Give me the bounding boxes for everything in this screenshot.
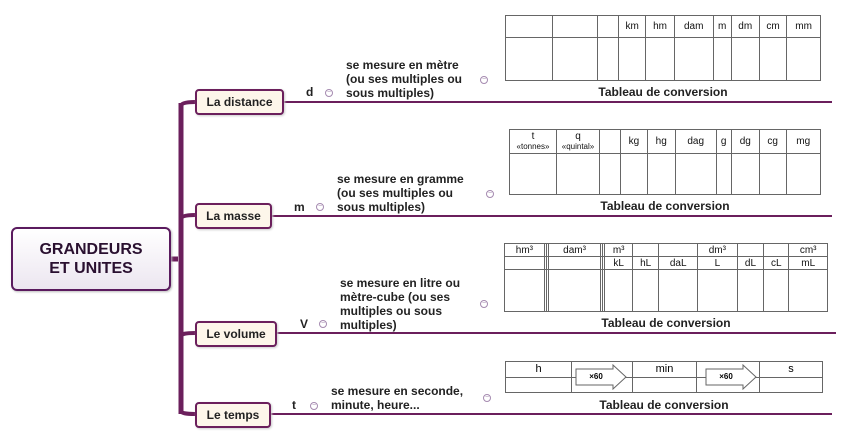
value-cell[interactable] bbox=[646, 38, 674, 81]
unit-cell: kg bbox=[621, 130, 648, 154]
value-cell[interactable] bbox=[647, 154, 675, 195]
conversion-table-masse bbox=[509, 129, 821, 195]
root-title-line2: ET UNITES bbox=[49, 260, 133, 277]
root-node[interactable] bbox=[11, 227, 171, 291]
value-cell[interactable] bbox=[697, 270, 737, 312]
value-cell[interactable] bbox=[505, 270, 545, 312]
unit-cell: cm bbox=[759, 16, 786, 38]
table-caption-masse: Tableau de conversion bbox=[600, 199, 730, 213]
description-line: sous multiples) bbox=[346, 86, 435, 100]
unit-cell: m bbox=[713, 16, 731, 38]
collapse-toggle-icon[interactable]: − bbox=[317, 203, 323, 210]
unit-cell: dag bbox=[675, 130, 716, 154]
description-line: se mesure en litre ou bbox=[340, 276, 461, 290]
description-line: sous multiples) bbox=[337, 200, 426, 214]
time-unit-label: h bbox=[535, 363, 542, 375]
unit-sub: «tonnes» bbox=[516, 141, 550, 151]
unit-cell bbox=[600, 130, 621, 154]
collapse-toggle-icon[interactable]: − bbox=[326, 89, 332, 96]
description-line: minute, heure... bbox=[331, 398, 420, 412]
unit-main: q bbox=[575, 130, 581, 142]
value-cell[interactable] bbox=[789, 270, 828, 312]
conversion-arrow-icon bbox=[575, 364, 627, 390]
collapse-toggle-icon[interactable]: − bbox=[487, 190, 493, 197]
description-line: multiples ou sous bbox=[340, 304, 443, 318]
conversion-table-volume bbox=[504, 243, 828, 312]
value-cell[interactable] bbox=[549, 270, 601, 312]
description-line: se mesure en seconde, bbox=[331, 384, 464, 398]
unit-cell bbox=[553, 16, 598, 38]
unit-cell: cm³ bbox=[789, 244, 828, 257]
value-cell[interactable] bbox=[598, 38, 619, 81]
unit-cell: mm bbox=[787, 16, 821, 38]
value-cell[interactable] bbox=[713, 38, 731, 81]
table-caption-distance: Tableau de conversion bbox=[598, 85, 728, 99]
description-line: multiples) bbox=[340, 318, 397, 332]
unit-cell bbox=[557, 130, 600, 154]
symbol-temps: t bbox=[292, 398, 296, 412]
unit-cell: m³ bbox=[605, 244, 633, 257]
table-caption-volume: Tableau de conversion bbox=[601, 316, 731, 330]
unit-cell bbox=[598, 16, 619, 38]
branch-connector-distance bbox=[181, 102, 195, 106]
unit-cell: km bbox=[619, 16, 646, 38]
branch-node-volume[interactable] bbox=[195, 321, 277, 347]
value-cell[interactable] bbox=[675, 154, 716, 195]
value-cell[interactable] bbox=[557, 154, 600, 195]
conversion-arrow-icon bbox=[705, 364, 757, 390]
collapse-toggle-icon[interactable]: − bbox=[481, 76, 487, 83]
time-unit-cell bbox=[506, 362, 572, 392]
branch-connector-masse bbox=[181, 215, 195, 219]
unit-cell: mL bbox=[789, 257, 828, 270]
unit-cell: L bbox=[697, 257, 737, 270]
branch-label: La distance bbox=[206, 95, 273, 109]
unit-cell: hL bbox=[632, 257, 658, 270]
description-masse bbox=[337, 172, 464, 214]
description-line: (ou ses multiples ou bbox=[346, 72, 463, 86]
branch-label: La masse bbox=[206, 209, 261, 223]
unit-cell: dm bbox=[731, 16, 759, 38]
unit-sub: «quintal» bbox=[561, 141, 595, 151]
branch-connector-temps bbox=[181, 411, 195, 414]
value-cell[interactable] bbox=[510, 154, 557, 195]
value-cell[interactable] bbox=[674, 38, 713, 81]
unit-cell: hm bbox=[646, 16, 674, 38]
description-line: (ou ses multiples ou bbox=[337, 186, 454, 200]
symbol-distance: d bbox=[306, 85, 314, 99]
unit-cell bbox=[549, 257, 601, 270]
branch-label: Le temps bbox=[206, 408, 260, 422]
value-cell[interactable] bbox=[737, 270, 763, 312]
value-cell[interactable] bbox=[787, 38, 821, 81]
description-volume bbox=[340, 276, 460, 332]
collapse-toggle-icon[interactable]: − bbox=[320, 320, 326, 327]
description-line: se mesure en mètre bbox=[346, 58, 459, 72]
description-distance bbox=[346, 58, 462, 100]
unit-cell bbox=[632, 244, 658, 257]
unit-cell: cL bbox=[764, 257, 789, 270]
unit-cell: dL bbox=[737, 257, 763, 270]
unit-cell: g bbox=[716, 130, 731, 154]
unit-cell bbox=[659, 244, 698, 257]
conversion-table-distance bbox=[505, 15, 821, 81]
value-cell[interactable] bbox=[731, 154, 759, 195]
unit-cell bbox=[505, 257, 545, 270]
value-cell[interactable] bbox=[786, 154, 821, 195]
collapse-toggle-icon[interactable]: − bbox=[484, 394, 490, 401]
value-cell[interactable] bbox=[632, 270, 658, 312]
branch-node-distance[interactable] bbox=[195, 89, 284, 115]
branch-label: Le volume bbox=[206, 327, 266, 341]
unit-cell bbox=[764, 244, 789, 257]
time-unit-label: s bbox=[788, 363, 794, 375]
trunk-line bbox=[171, 103, 181, 414]
symbol-volume: V bbox=[300, 317, 309, 331]
unit-cell bbox=[737, 244, 763, 257]
unit-cell: hm³ bbox=[505, 244, 545, 257]
conversion-factor: ×60 bbox=[719, 372, 733, 381]
value-cell[interactable] bbox=[506, 38, 553, 81]
unit-cell: dam bbox=[674, 16, 713, 38]
value-cell[interactable] bbox=[600, 154, 621, 195]
unit-cell bbox=[510, 130, 557, 154]
branch-node-masse[interactable] bbox=[195, 203, 272, 229]
description-line: mètre-cube (ou ses bbox=[340, 290, 451, 304]
value-cell[interactable] bbox=[659, 270, 698, 312]
root-title-line1: GRANDEURS bbox=[39, 241, 143, 258]
unit-cell: dm³ bbox=[697, 244, 737, 257]
value-cell[interactable] bbox=[759, 154, 786, 195]
time-unit-cell bbox=[760, 362, 822, 392]
table-caption-temps: Tableau de conversion bbox=[599, 398, 729, 412]
description-line: se mesure en gramme bbox=[337, 172, 464, 186]
description-temps bbox=[331, 384, 463, 412]
value-cell[interactable] bbox=[553, 38, 598, 81]
value-cell[interactable] bbox=[716, 154, 731, 195]
unit-cell: dg bbox=[731, 130, 759, 154]
symbol-masse: m bbox=[294, 200, 305, 214]
branch-node-temps[interactable] bbox=[195, 402, 271, 428]
unit-cell: mg bbox=[786, 130, 821, 154]
value-cell[interactable] bbox=[605, 270, 633, 312]
value-cell[interactable] bbox=[759, 38, 786, 81]
branch-connector-volume bbox=[181, 333, 195, 336]
unit-main: t bbox=[531, 130, 535, 142]
unit-cell bbox=[506, 16, 553, 38]
value-cell[interactable] bbox=[764, 270, 789, 312]
unit-cell: kL bbox=[605, 257, 633, 270]
conversion-table-temps bbox=[505, 361, 823, 393]
unit-cell: cg bbox=[759, 130, 786, 154]
time-unit-label: min bbox=[655, 363, 674, 375]
unit-cell: dam³ bbox=[549, 244, 601, 257]
conversion-factor: ×60 bbox=[589, 372, 603, 381]
collapse-toggle-icon[interactable]: − bbox=[481, 300, 487, 307]
time-unit-cell bbox=[633, 362, 697, 392]
value-cell[interactable] bbox=[621, 154, 648, 195]
value-cell[interactable] bbox=[731, 38, 759, 81]
collapse-toggle-icon[interactable]: − bbox=[311, 402, 317, 409]
unit-cell: hg bbox=[647, 130, 675, 154]
value-cell[interactable] bbox=[619, 38, 646, 81]
unit-cell: daL bbox=[659, 257, 698, 270]
